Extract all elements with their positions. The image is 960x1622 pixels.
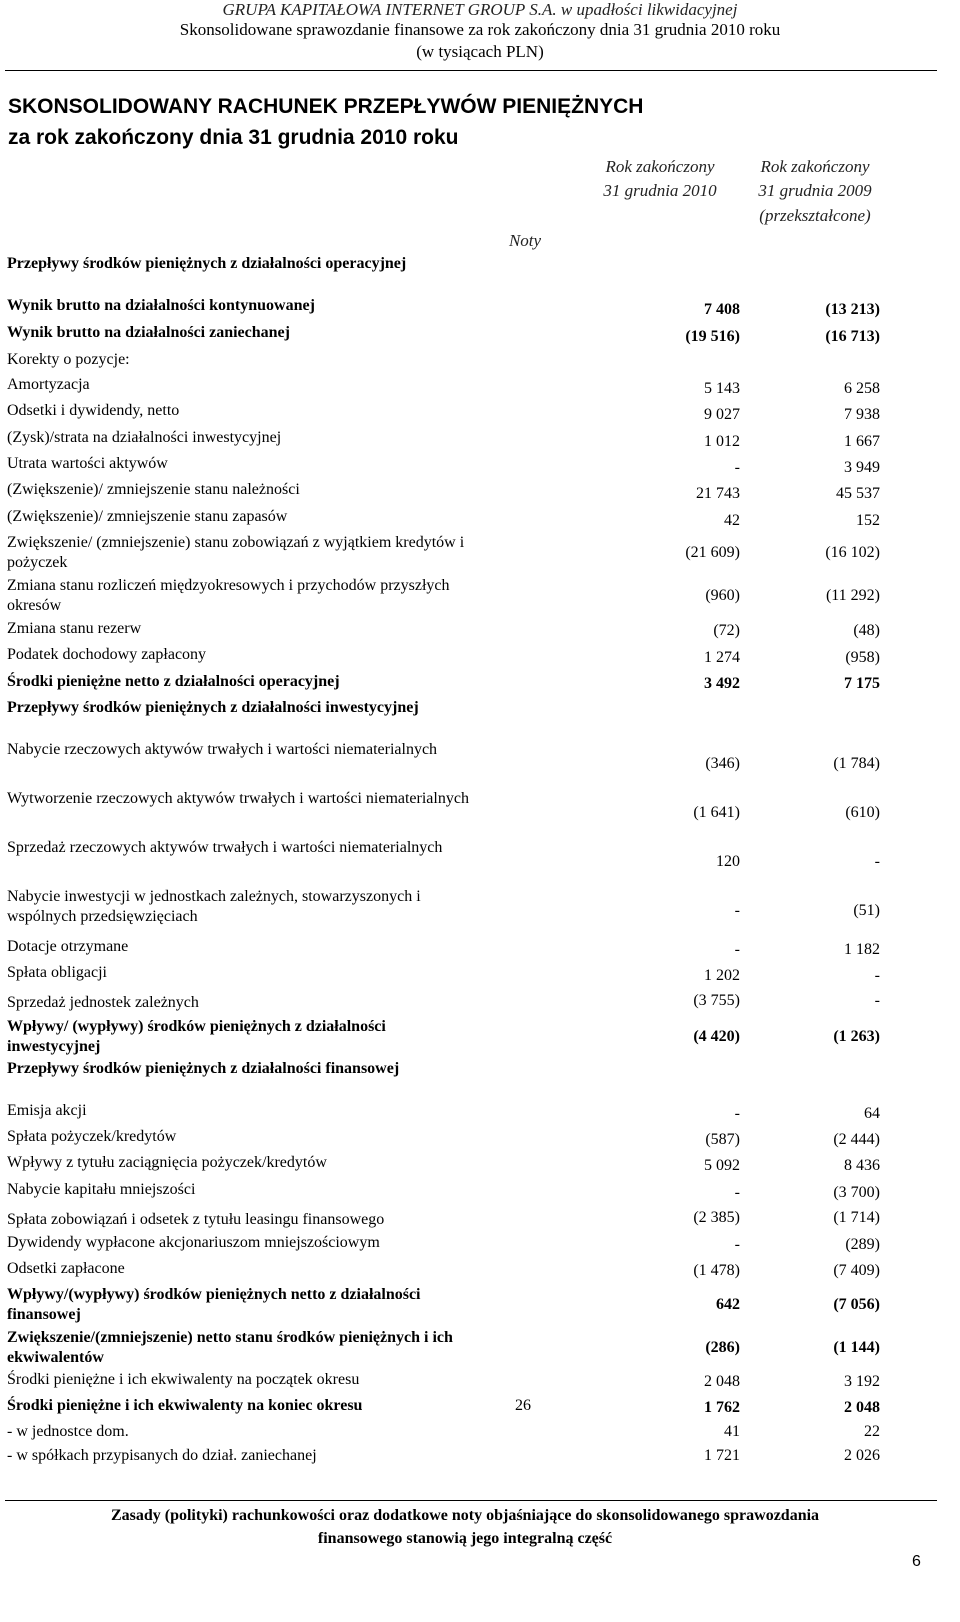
row-label: Spłata zobowiązań i odsetek z tytułu leasingu finansowego: [7, 1211, 385, 1228]
row-label: Zwiększenie/ (zmniejszenie) stanu zobowiązań z wyjątkiem kredytów i pożyczek: [7, 534, 465, 571]
value-2009: (16 102): [825, 544, 880, 561]
value-2010: 5 143: [704, 380, 740, 397]
value-2009: (610): [845, 804, 880, 821]
value-2010: -: [734, 902, 740, 919]
note-reference: 26: [515, 1397, 531, 1414]
col1-header-line1: Rok zakończony: [605, 157, 715, 176]
row-label: Przepływy środków pieniężnych z działalności finansowej: [7, 1060, 400, 1077]
value-2009: (958): [845, 649, 880, 666]
value-2009: (3 700): [833, 1184, 880, 1201]
header-rule: [5, 70, 937, 71]
value-2009: 3 192: [844, 1373, 880, 1390]
value-2009: (13 213): [825, 301, 880, 318]
value-2010: (346): [705, 755, 740, 772]
row-label: Podatek dochodowy zapłacony: [7, 646, 207, 663]
report-subtitle: Skonsolidowane sprawozdanie finansowe za rok zakończony dnia 31 grudnia 2010 roku: [179, 20, 781, 39]
value-2010: (4 420): [693, 1028, 740, 1045]
footer-note-line1: Zasady (polityki) rachunkowości oraz dodatkowe noty objaśniające do skonsolidowanego sprawozdania: [110, 1507, 820, 1524]
value-2010: 1 012: [704, 433, 740, 450]
row-label: Nabycie kapitału mniejszości: [7, 1181, 196, 1198]
value-2010: 642: [716, 1296, 740, 1313]
value-2009: -: [874, 992, 880, 1009]
value-2010: (21 609): [685, 544, 740, 561]
row-label: Wynik brutto na działalności kontynuowanej: [7, 297, 315, 314]
row-label: Zmiana stanu rozliczeń międzyokresowych i przychodów przyszłych okresów: [7, 577, 450, 614]
value-2009: (1 144): [833, 1339, 880, 1356]
value-2010: 9 027: [704, 406, 740, 423]
value-2010: 21 743: [696, 485, 740, 502]
value-2010: (2 385): [693, 1209, 740, 1226]
row-label: Wpływy z tytułu zaciągnięcia pożyczek/kredytów: [7, 1154, 327, 1171]
row-label: Nabycie rzeczowych aktywów trwałych i wartości niematerialnych: [7, 741, 438, 758]
footer-rule: [5, 1500, 937, 1501]
value-2009: 7 175: [844, 675, 880, 692]
value-2010: -: [734, 1184, 740, 1201]
col2-header-line3: (przekształcone): [759, 206, 871, 225]
value-2009: 22: [864, 1423, 880, 1440]
row-label: Zwiększenie/(zmniejszenie) netto stanu środków pieniężnych i ich ekwiwalentów: [7, 1329, 453, 1366]
statement-period: za rok zakończony dnia 31 grudnia 2010 roku: [8, 126, 459, 149]
col2-header-line1: Rok zakończony: [760, 157, 870, 176]
row-label: Przepływy środków pieniężnych z działalności inwestycyjnej: [7, 699, 419, 716]
value-2010: 1 274: [704, 649, 740, 666]
row-label: Amortyzacja: [7, 376, 90, 393]
value-2009: 1 182: [844, 941, 880, 958]
report-company-header: GRUPA KAPITAŁOWA INTERNET GROUP S.A. w upadłości likwidacyjnej: [222, 0, 738, 19]
value-2010: -: [734, 1236, 740, 1253]
value-2010: 7 408: [704, 301, 740, 318]
row-label: Sprzedaż rzeczowych aktywów trwałych i wartości niematerialnych: [7, 839, 443, 856]
value-2009: (48): [853, 622, 880, 639]
footer-note-line2: finansowego stanowią jego integralną część: [317, 1530, 613, 1547]
value-2010: (1 641): [693, 804, 740, 821]
value-2009: 64: [864, 1105, 880, 1122]
value-2010: 2 048: [704, 1373, 740, 1390]
report-currency-note: (w tysiącach PLN): [416, 42, 544, 61]
row-label: Spłata obligacji: [7, 964, 107, 981]
value-2009: (2 444): [833, 1131, 880, 1148]
value-2010: -: [734, 1105, 740, 1122]
row-label: Zmiana stanu rezerw: [7, 620, 142, 637]
notes-column-header: Noty: [508, 231, 542, 250]
statement-title: SKONSOLIDOWANY RACHUNEK PRZEPŁYWÓW PIENIĘŻNYCH: [8, 95, 644, 118]
row-label: Spłata pożyczek/kredytów: [7, 1128, 177, 1145]
row-label: Odsetki i dywidendy, netto: [7, 402, 180, 419]
value-2009: 2 048: [844, 1399, 880, 1416]
value-2009: (7 056): [833, 1296, 880, 1313]
value-2010: 1 202: [704, 967, 740, 984]
value-2010: -: [734, 941, 740, 958]
value-2009: 6 258: [844, 380, 880, 397]
row-label: Dywidendy wypłacone akcjonariuszom mniejszościowym: [7, 1234, 380, 1251]
value-2010: 5 092: [704, 1157, 740, 1174]
col1-header-line2: 31 grudnia 2010: [603, 181, 717, 200]
row-label: - w jednostce dom.: [7, 1423, 129, 1440]
value-2010: -: [734, 459, 740, 476]
value-2010: (3 755): [693, 992, 740, 1009]
value-2010: 120: [716, 853, 740, 870]
value-2010: (587): [705, 1131, 740, 1148]
value-2009: (1 714): [833, 1209, 880, 1226]
value-2010: 41: [724, 1423, 740, 1440]
row-label: - w spółkach przypisanych do dział. zaniechanej: [7, 1447, 317, 1464]
value-2009: 3 949: [844, 459, 880, 476]
value-2009: 8 436: [844, 1157, 880, 1174]
row-label: Wynik brutto na działalności zaniechanej: [7, 324, 290, 341]
value-2010: 1 762: [704, 1399, 740, 1416]
row-label: Wytworzenie rzeczowych aktywów trwałych i wartości niematerialnych: [7, 790, 469, 807]
value-2009: (1 784): [833, 755, 880, 772]
value-2009: 2 026: [844, 1447, 880, 1464]
value-2009: (7 409): [833, 1262, 880, 1279]
value-2010: (286): [705, 1339, 740, 1356]
row-label: Sprzedaż jednostek zależnych: [7, 994, 199, 1011]
value-2009: (51): [853, 902, 880, 919]
value-2010: 1 721: [704, 1447, 740, 1464]
row-label: Środki pieniężne netto z działalności operacyjnej: [7, 673, 340, 690]
row-label: Wpływy/(wypływy) środków pieniężnych netto z działalności finansowej: [7, 1286, 421, 1323]
row-label: Nabycie inwestycji w jednostkach zależnych, stowarzyszonych i wspólnych przedsięwzięciach: [7, 888, 421, 925]
value-2009: 45 537: [836, 485, 880, 502]
row-label: (Zysk)/strata na działalności inwestycyjnej: [7, 429, 282, 446]
value-2009: (11 292): [825, 587, 880, 604]
row-label: (Zwiększenie)/ zmniejszenie stanu zapasów: [7, 508, 288, 525]
value-2009: -: [874, 853, 880, 870]
value-2010: (960): [705, 587, 740, 604]
row-label: Dotacje otrzymane: [7, 938, 129, 955]
value-2009: 152: [856, 512, 880, 529]
value-2010: 42: [724, 512, 740, 529]
row-label: Emisja akcji: [7, 1102, 87, 1119]
value-2010: (72): [713, 622, 740, 639]
col2-header-line2: 31 grudnia 2009: [758, 181, 872, 200]
row-label: Korekty o pozycje:: [7, 351, 130, 368]
row-label: Środki pieniężne i ich ekwiwalenty na początek okresu: [7, 1371, 360, 1388]
row-label: Środki pieniężne i ich ekwiwalenty na koniec okresu: [7, 1397, 363, 1414]
value-2009: (289): [845, 1236, 880, 1253]
value-2010: (19 516): [685, 328, 740, 345]
value-2010: (1 478): [693, 1262, 740, 1279]
value-2009: 7 938: [844, 406, 880, 423]
row-label: Wpływy/ (wypływy) środków pieniężnych z działalności inwestycyjnej: [7, 1018, 386, 1055]
row-label: Odsetki zapłacone: [7, 1260, 125, 1277]
page-number: 6: [912, 1553, 921, 1570]
value-2009: (1 263): [833, 1028, 880, 1045]
row-label: Przepływy środków pieniężnych z działalności operacyjnej: [7, 255, 407, 272]
value-2009: 1 667: [844, 433, 880, 450]
value-2009: -: [874, 967, 880, 984]
value-2009: (16 713): [825, 328, 880, 345]
row-label: Utrata wartości aktywów: [7, 455, 168, 472]
value-2010: 3 492: [704, 675, 740, 692]
row-label: (Zwiększenie)/ zmniejszenie stanu należności: [7, 481, 300, 498]
